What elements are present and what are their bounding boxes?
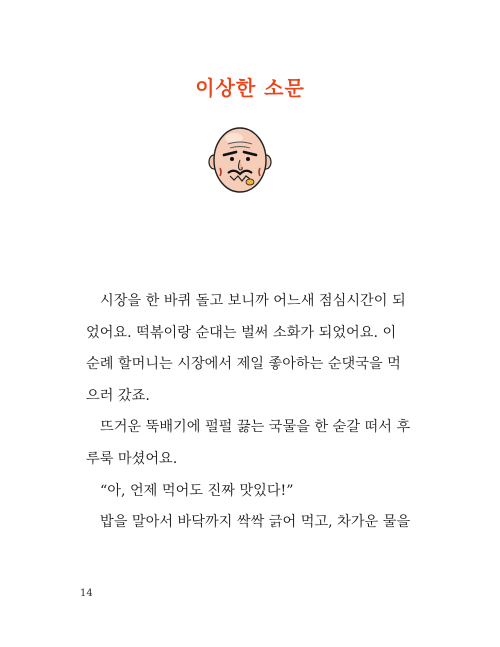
text-line: 었어요. 떡볶이랑 순대는 벌써 소화가 되었어요. 이 xyxy=(86,324,397,341)
chapter-title: 이상한 소문 xyxy=(195,76,305,100)
text-line: 루룩 마셨어요. xyxy=(86,450,178,467)
text-line: 시장을 한 바퀴 돌고 보니까 어느새 점심시간이 되 xyxy=(100,293,406,309)
text-line: 밥을 말아서 바닥까지 싹싹 긁어 먹고, 차가운 물을 xyxy=(100,514,411,531)
text-line: 뜨거운 뚝배기에 펄펄 끓는 국물을 한 숟갈 떠서 후 xyxy=(100,419,411,436)
story-text xyxy=(86,286,411,539)
text-line: 순례 할머니는 시장에서 제일 좋아하는 순댓국을 먹 xyxy=(86,356,401,373)
page-number: 14 xyxy=(80,588,93,599)
text-line: 으러 갔죠. xyxy=(86,387,150,404)
bald-old-man-face-icon xyxy=(208,124,272,196)
dialogue-line: “아, 언제 먹어도 진짜 맛있다!” xyxy=(100,482,294,499)
